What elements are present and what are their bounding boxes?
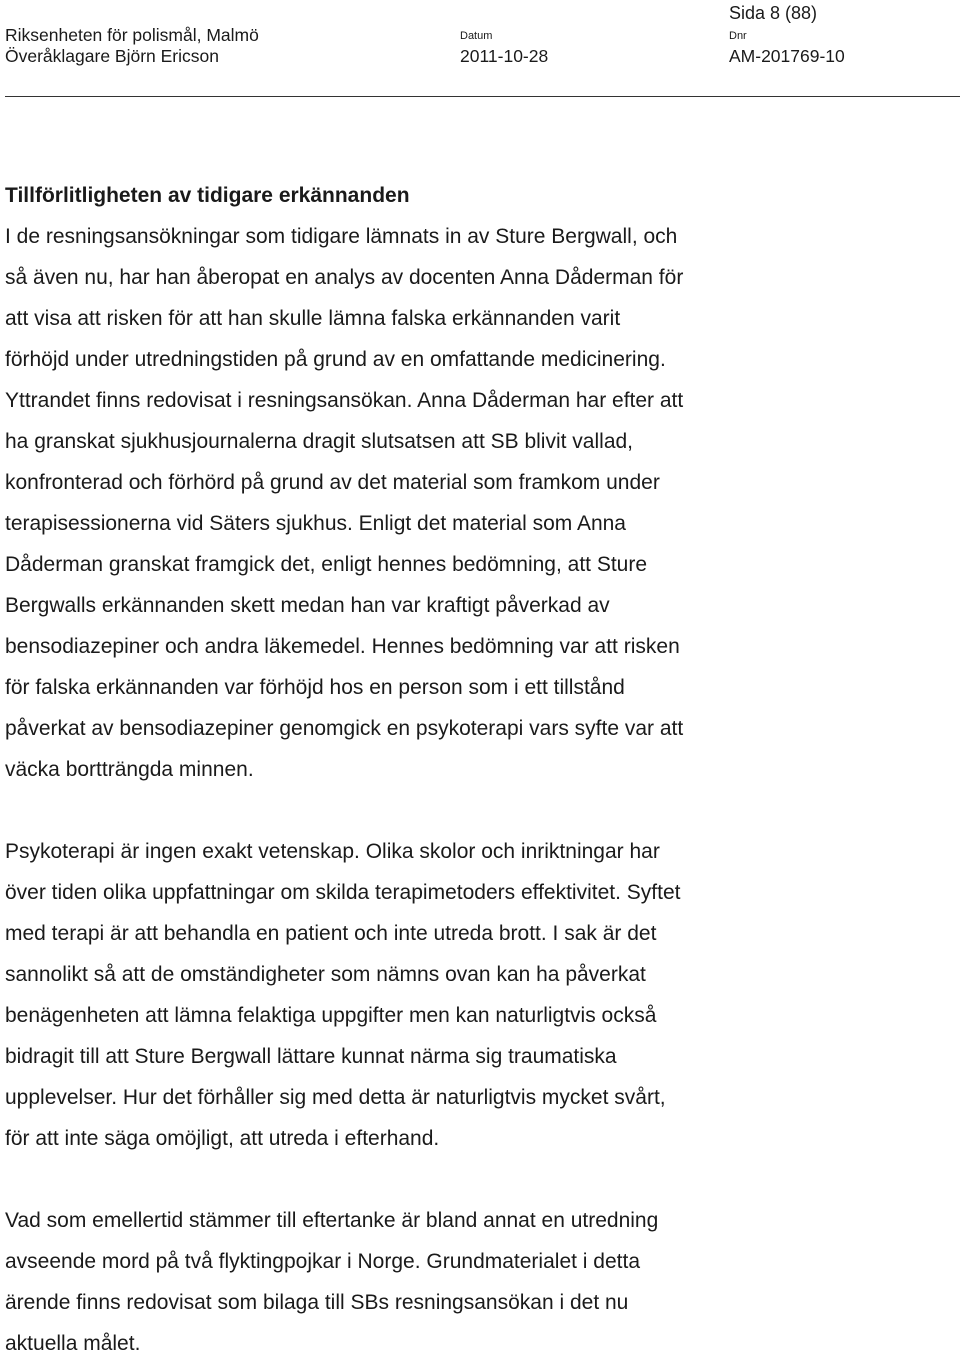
paragraph-line: Yttrandet finns redovisat i resningsansökan. Anna Dåderman har efter att: [5, 389, 684, 412]
paragraph-line: förhöjd under utredningstiden på grund av en omfattande medicinering.: [5, 348, 666, 371]
paragraph-line: Dåderman granskat framgick det, enligt hennes bedömning, att Sture: [5, 553, 648, 576]
header-dnr-caption: Dnr: [729, 30, 747, 42]
paragraph-line: påverkat av bensodiazepiner genomgick en psykoterapi vars syfte var att: [5, 717, 684, 740]
header-date: 2011-10-28: [460, 46, 549, 66]
paragraph-line: att visa att risken för att han skulle lämna falska erkännanden varit: [5, 307, 621, 330]
paragraph-line: I de resningsansökningar som tidigare lämnats in av Sture Bergwall, och: [5, 225, 678, 248]
header-author: Överåklagare Björn Ericson: [5, 46, 219, 66]
paragraph-line: Vad som emellertid stämmer till eftertanke är bland annat en utredning: [5, 1209, 659, 1232]
paragraph-line: så även nu, har han åberopat en analys av docenten Anna Dåderman för: [5, 266, 684, 289]
paragraph-3: [5, 1200, 955, 1364]
paragraph-1: [5, 216, 955, 790]
paragraph-line: ärende finns redovisat som bilaga till SBs resningsansökan i det nu: [5, 1291, 629, 1314]
paragraph-line: upplevelser. Hur det förhåller sig med detta är naturligtvis mycket svårt,: [5, 1086, 666, 1109]
paragraph-line: konfronterad och förhörd på grund av det material som framkom under: [5, 471, 660, 494]
paragraph-line: terapisessionerna vid Säters sjukhus. Enligt det material som Anna: [5, 512, 626, 535]
section-heading: Tillförlitligheten av tidigare erkännanden: [5, 184, 410, 207]
paragraph-line: ha granskat sjukhusjournalerna dragit slutsatsen att SB blivit vallad,: [5, 430, 634, 453]
header-date-caption: Datum: [460, 30, 493, 42]
paragraph-line: Bergwalls erkännanden skett medan han var kraftigt påverkad av: [5, 594, 610, 617]
paragraph-2: [5, 831, 955, 1159]
paragraph-line: Psykoterapi är ingen exakt vetenskap. Olika skolor och inriktningar har: [5, 840, 660, 863]
paragraph-line: bidragit till att Sture Bergwall lättare kunnat närma sig traumatiska: [5, 1045, 617, 1068]
paragraph-line: väcka bortträngda minnen.: [5, 758, 254, 781]
paragraph-line: bensodiazepiner och andra läkemedel. Hennes bedömning var att risken: [5, 635, 680, 658]
page-number: Sida 8 (88): [729, 3, 818, 23]
header-dnr: AM-201769-10: [729, 46, 845, 66]
paragraph-line: för att inte säga omöjligt, att utreda i efterhand.: [5, 1127, 440, 1150]
paragraph-line: benägenheten att lämna felaktiga uppgifter men kan naturligtvis också: [5, 1004, 657, 1027]
header-organization: Riksenheten för polismål, Malmö: [5, 25, 259, 45]
header-divider: [5, 96, 960, 97]
paragraph-line: sannolikt så att de omständigheter som nämns ovan kan ha påverkat: [5, 963, 646, 986]
document-body: [5, 175, 955, 1364]
paragraph-line: avseende mord på två flyktingpojkar i Norge. Grundmaterialet i detta: [5, 1250, 640, 1273]
paragraph-line: aktuella målet.: [5, 1332, 141, 1355]
paragraph-line: med terapi är att behandla en patient och inte utreda brott. I sak är det: [5, 922, 657, 945]
paragraph-line: över tiden olika uppfattningar om skilda terapimetoders effektivitet. Syftet: [5, 881, 681, 904]
paragraph-line: för falska erkännanden var förhöjd hos en person som i ett tillstånd: [5, 676, 625, 699]
